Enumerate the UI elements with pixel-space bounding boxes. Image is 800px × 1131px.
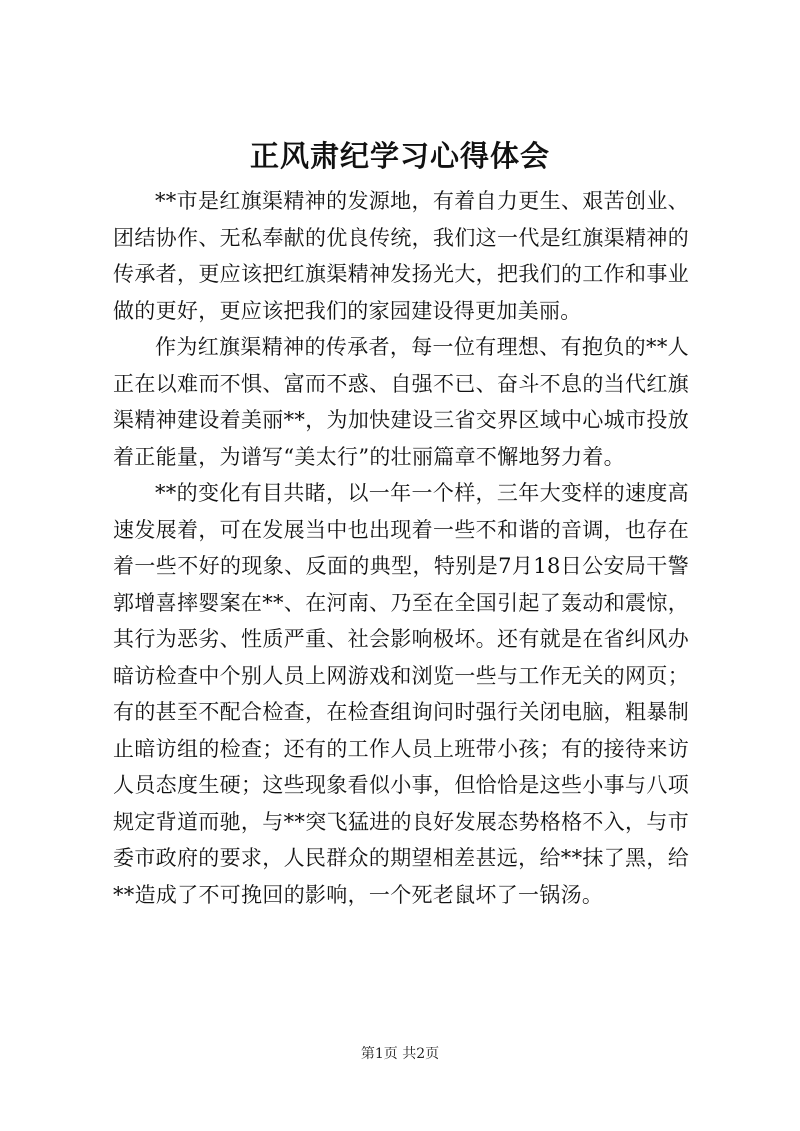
paragraph-1: **市是红旗渠精神的发源地，有着自力更生、艰苦创业、团结协作、无私奉献的优良传统，我们这一代是红旗渠精神的传承者，更应该把红旗渠精神发扬光大，把我们的工作和事业做的更好，更应该把我们的家园建设得更加美丽。 [113,189,689,323]
page-title: 正风肃纪学习心得体会 [249,139,550,173]
paragraph-3: **的变化有目共睹，以一年一个样，三年大变样的速度高速发展着，可在发展当中也出现着一些不和谐的音调，也存在着一些不好的现象、反面的典型，特别是7月18日公安局干警郭增喜摔婴案在**、在河南、乃至在全国引起了轰动和震惊，其行为恶劣、性质严重、社会影响极坏。还有就是在省纠风办暗访检查中个别人员上网游戏和浏览一些与工作无关的网页；有的甚至不配合检查，在检查组询问时强行关闭电脑，粗暴制止暗访组的检查；还有的工作人员上班带小孩；有的接待来访人员态度生硬；这些现象看似小事，但恰恰是这些小事与八项规定背道而驰，与**突飞猛进的良好发展态势格格不入，与市委市政府的要求，人民群众的期望相差甚远，给**抹了黑，给**造成了不可挽回的影响，一个死老鼠坏了一锅汤。 [113,481,689,907]
paragraph-2: 作为红旗渠精神的传承者，每一位有理想、有抱负的**人正在以难而不惧、富而不惑、自强不已、奋斗不息的当代红旗渠精神建设着美丽**，为加快建设三省交界区域中心城市投放着正能量，为谱写“美太行”的壮丽篇章不懈地努力着。 [113,335,689,469]
document-body [113,183,689,913]
page-footer: 第1页 共2页 [360,1046,440,1062]
